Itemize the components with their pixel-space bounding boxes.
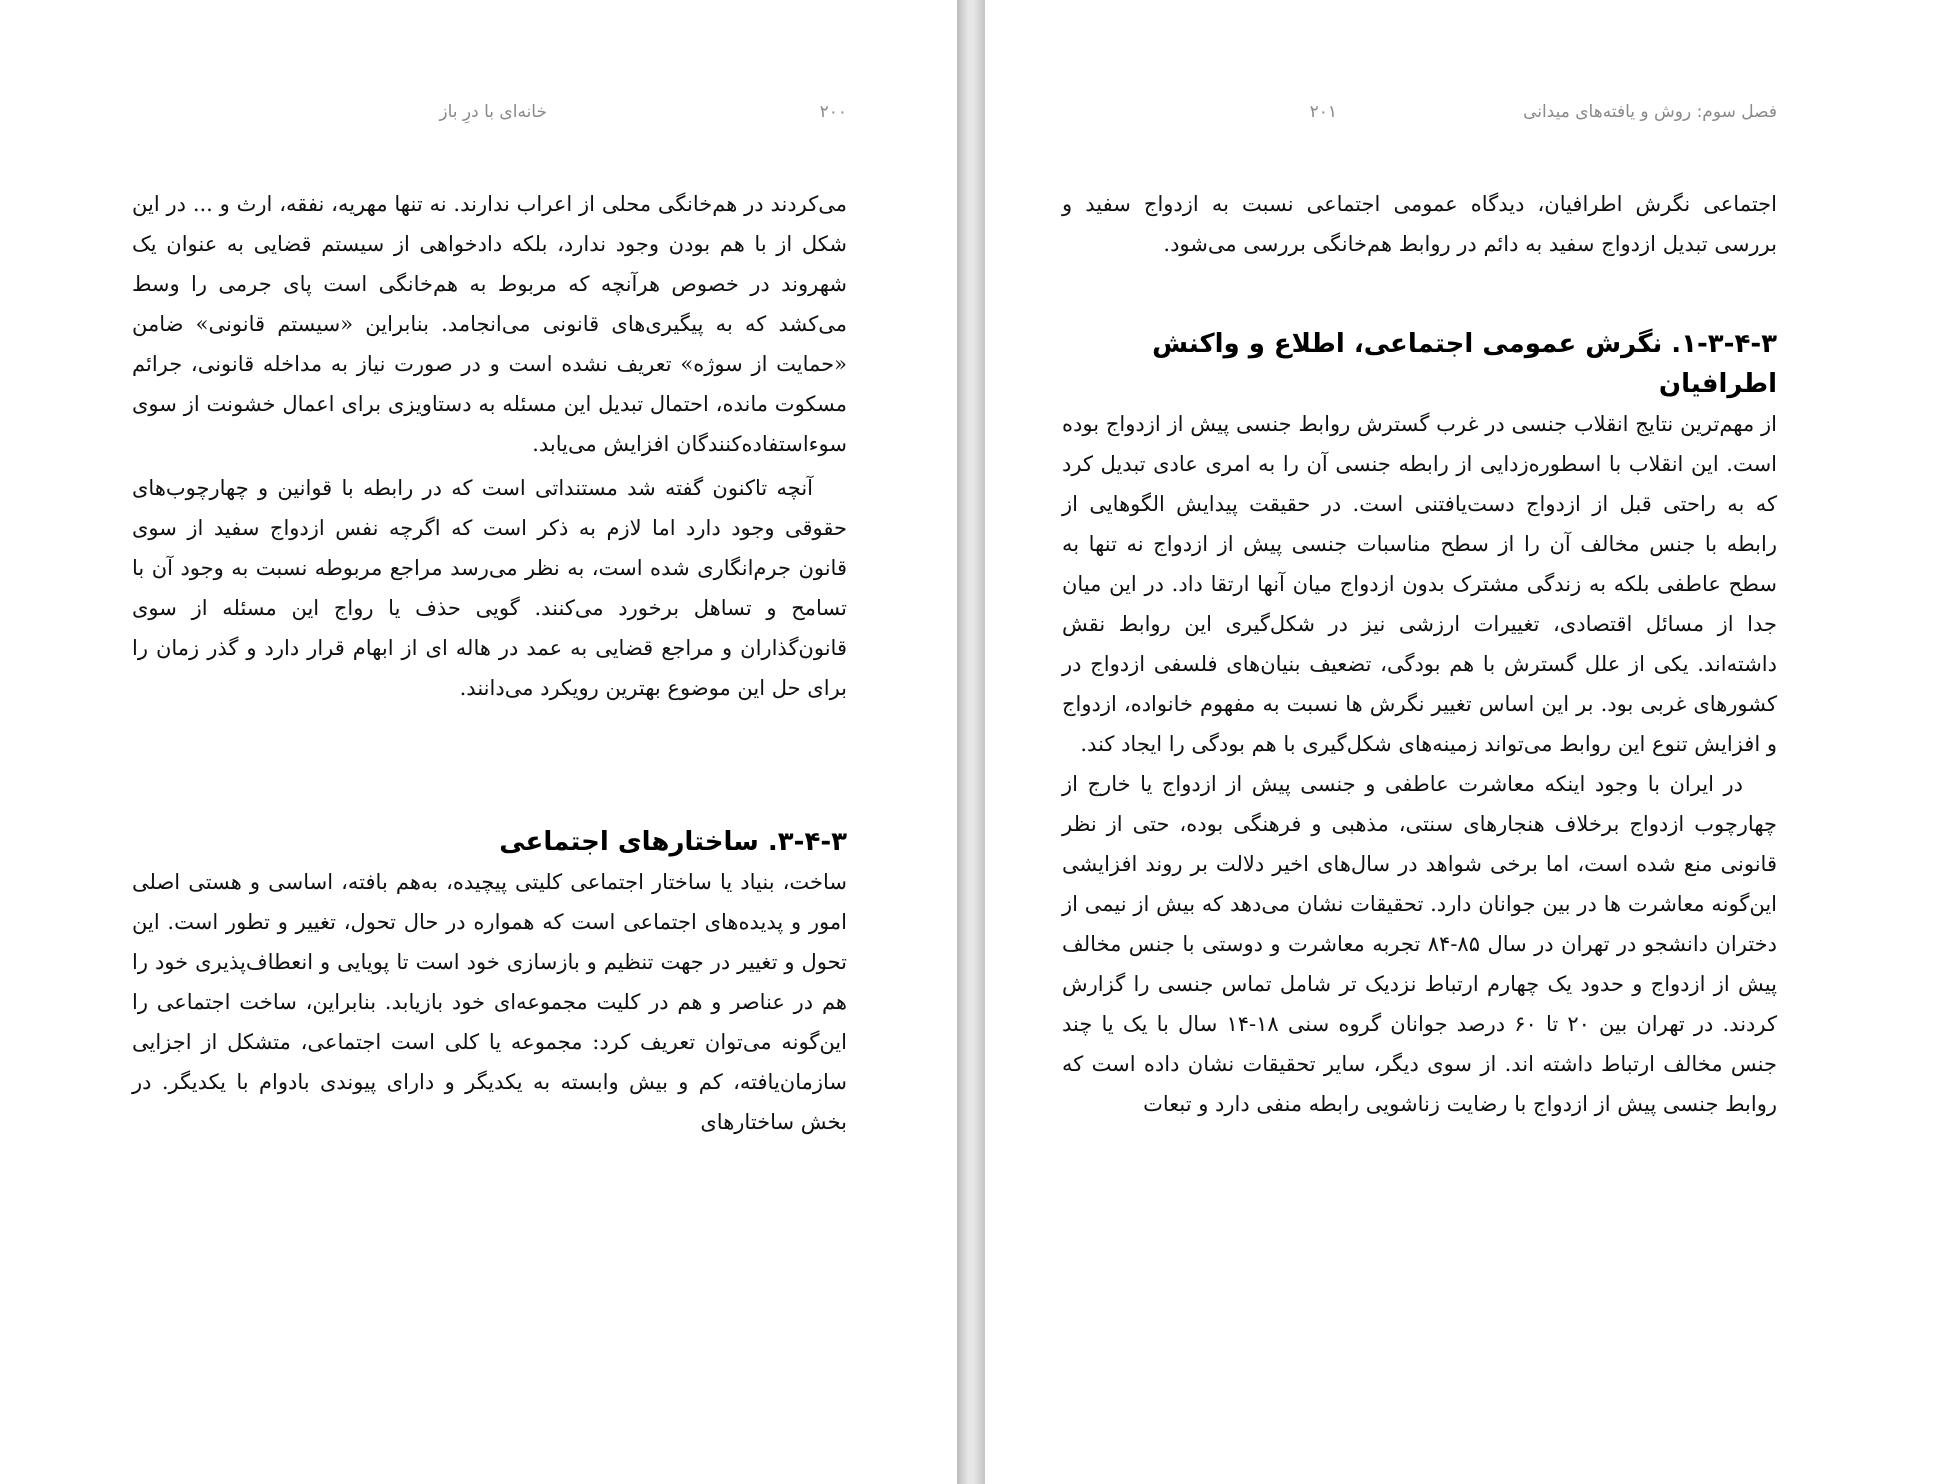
paragraph: در ایران با وجود اینکه معاشرت عاطفی و جنسی پیش از ازدواج یا خارج از چهارچوب ازدواج برخلاف هنجارهای سنتی، مذهبی و فرهنگی بوده، حتی از نظر قانونی منع شده است، اما برخی شواهد در سال‌های اخیر دلالت بر روند افزایشی این‌گونه معاشرت ها در بین جوانان دارد. تحقیقات نشان می‌دهد که بیش از نیمی از دختران دانشجو در تهران در سال ۸۵-۸۴ تجربه معاشرت و دوستی با جنس مخالف پیش از ازدواج و حدود یک چهارم ارتباط نزدیک تر شامل تماس جنسی را گزارش کردند. در تهران بین ۲۰ تا ۶۰ درصد جوانان گروه سنی ۱۸-۱۴ سال با یک یا چند جنس مخالف ارتباط داشته اند. از سوی دیگر، سایر تحقیقات نشان داده است که روابط جنسی پیش از ازدواج با رضایت زناشویی رابطه منفی دارد و تبعات [1062,772,1777,1116]
paragraph: آنچه تاکنون گفته شد مستنداتی است که در رابطه با قوانین و چهارچوب‌های حقوقی وجود دارد اما لازم به ذکر است که اگرچه نفس ازدواج سفید از سوی قانون جرم‌انگاری شده است، به نظر می‌رسد مراجع مربوطه نسبت به وجود آن با تسامح و تساهل برخورد می‌کنند. گویی حذف یا رواج این مسئله از سوی قانون‌گذاران و مراجع قضایی به عمد در هاله ای از ابهام قرار دارد و گذر زمان را برای حل این موضوع بهترین رویکرد می‌دانند. [132,476,847,700]
paragraph: می‌کردند در هم‌خانگی محلی از اعراب ندارند. نه تنها مهریه، نفقه، ارث و ... در این شکل از با هم بودن وجود ندارد، بلکه دادخواهی از سیستم قضایی به عنوان یک شهروند در خصوص هرآنچه که مربوط به هم‌خانگی است پای جرمی را وسط می‌کشد که به پیگیری‌های قانونی می‌انجامد. بنابراین «سیستم قانونی» ضامن «حمایت از سوژه» تعریف نشده است و در صورت نیاز به مداخله قانونی، جرائم مسکوت مانده، احتمال تبدیل این مسئله به دستاویزی برای اعمال خشونت از سوی سوءاستفاده‌کنندگان افزایش می‌یابد. [132,192,848,456]
right-page [985,0,1952,1484]
left-page-header [132,102,847,128]
left-page-body [132,184,847,1142]
right-page-body [1062,184,1777,1124]
book-gutter [957,0,985,1484]
right-page-header [1062,102,1777,128]
section-heading: ۱-۳-۴-۳. نگرش عمومی اجتماعی، اطلاع و واکنش اطرافیان [1152,329,1777,399]
page-number: ۲۰۰ [819,102,847,122]
running-title: فصل سوم: روش و یافته‌های میدانی [1523,102,1777,122]
paragraph: از مهم‌ترین نتایج انقلاب جنسی در غرب گسترش روابط جنسی پیش از ازدواج بوده است. این انقلاب با اسطوره‌زدایی از رابطه جنسی آن را به امری عادی تبدیل کرد که به راحتی قبل از ازدواج دست‌یافتنی است. در حقیقت پیدایش الگوهایی از رابطه با جنس مخالف آن را از سطح مناسبات جنسی پیش از ازدواج نه تنها به سطح عاطفی بلکه به زندگی مشترک بدون ازدواج میان آنها ارتقا داد. در این میان جدا از مسائل اقتصادی، تغییرات ارزشی نیز در شکل‌گیری این روابط نقش داشته‌اند. یکی از علل گسترش با هم بودگی، تضعیف بنیان‌های فلسفی ازدواج در کشورهای غربی بود. بر این اساس تغییر نگرش ها نسبت به مفهوم خانواده، ازدواج و افزایش تنوع این روابط می‌تواند زمینه‌های شکل‌گیری با هم بودگی را ایجاد کند. [1062,412,1777,756]
page-number: ۲۰۱ [1309,102,1337,122]
left-page [0,0,957,1484]
section-heading: ۳-۴-۳. ساختارهای اجتماعی [499,827,847,857]
paragraph: ساخت، بنیاد یا ساختار اجتماعی کلیتی پیچیده، به‌هم بافته، اساسی و هستی اصلی امور و پدیده‌های اجتماعی است که همواره در حال تحول، تغییر و تطور است. این تحول و تغییر در جهت تنظیم و بازسازی خود است تا پویایی و انعطاف‌پذیری خود را هم در عناصر و هم در کلیت مجموعه‌ای خود بازیابد. بنابراین، ساخت اجتماعی را این‌گونه می‌توان تعریف کرد: مجموعه یا کلی است اجتماعی، متشکل از اجزایی سازمان‌یافته، کم و بیش وابسته به یکدیگر و دارای پیوندی بادوام با یکدیگر. در بخش ساختارهای [132,870,847,1134]
paragraph: اجتماعی نگرش اطرافیان، دیدگاه عمومی اجتماعی نسبت به ازدواج سفید و بررسی تبدیل ازدواج سفید به دائم در روابط هم‌خانگی بررسی می‌شود. [1062,192,1777,256]
running-title: خانه‌ای با درِ باز [439,102,547,122]
